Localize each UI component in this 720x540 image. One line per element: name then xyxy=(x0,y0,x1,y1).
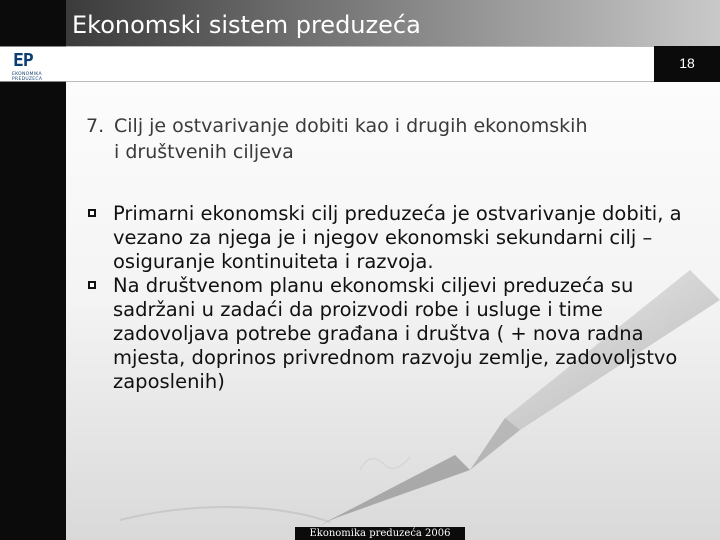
logo-mark: EP xyxy=(13,50,33,71)
square-bullet-icon xyxy=(88,209,96,217)
heading-number: 7. xyxy=(86,115,105,137)
heading-line-1: Cilj je ostvarivanje dobiti kao i drugih ekonomskih xyxy=(114,115,588,137)
bullet-list xyxy=(88,202,688,394)
bullet-item xyxy=(88,202,688,274)
page-number: 18 xyxy=(679,55,695,71)
bullet-item xyxy=(88,274,688,394)
header-band xyxy=(66,46,654,82)
footer xyxy=(295,527,465,540)
logo xyxy=(0,46,66,82)
bullet-text: Na društvenom planu ekonomski ciljevi preduzeća su sadržani u zadaći da proizvodi robe i usluge i time zadovoljava potrebe građana i društva ( + nova radna mjesta, doprinos privrednom razvoju zemlje, zadovoljstvo zaposlenih) xyxy=(113,274,678,393)
square-bullet-icon xyxy=(88,281,96,289)
heading-line-2: i društvenih ciljeva xyxy=(114,141,294,163)
section-heading xyxy=(86,113,686,165)
slide-title: Ekonomski sistem preduzeća xyxy=(72,11,421,39)
footer-text: Ekonomika preduzeća 2006 xyxy=(309,528,451,539)
bullet-text: Primarni ekonomski cilj preduzeća je ostvarivanje dobiti, a vezano za njega je i njegov ekonomski sekundarni cilj – osiguranje kontinuiteta i razvoja. xyxy=(113,202,682,273)
logo-subtitle: EKONOMIKA PREDUZEĆA xyxy=(12,72,43,82)
page-number-box xyxy=(654,46,720,82)
